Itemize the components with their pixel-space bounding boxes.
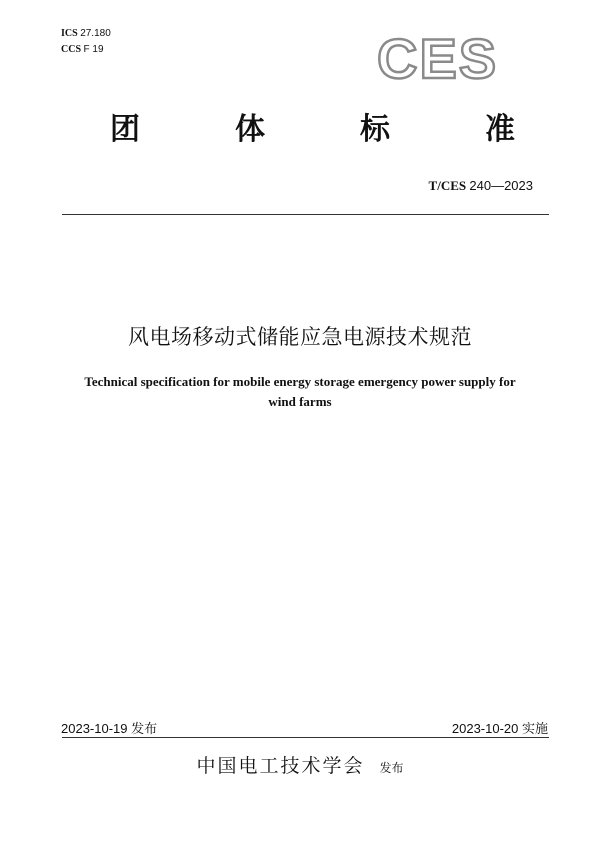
ces-logo (375, 28, 515, 88)
ccs-label: CCS (61, 44, 82, 55)
publisher-name: 中国电工技术学会 (196, 755, 365, 777)
ics-value: 27.180 (80, 28, 111, 39)
issue-date: 2023-10-19 发布 (61, 721, 158, 736)
standard-type-char: 标 (360, 112, 390, 147)
ces-logo-text: CES (377, 28, 499, 88)
title-chinese: 风电场移动式储能应急电源技术规范 (128, 325, 472, 349)
implementation-date: 2023-10-20 实施 (451, 721, 548, 736)
publish-label: 发布 (379, 761, 404, 775)
standard-type-char: 团 (110, 112, 140, 147)
ics-label: ICS (61, 28, 78, 39)
standard-type-char: 体 (235, 112, 265, 147)
bottom-divider (62, 737, 549, 738)
ccs-code (61, 42, 111, 58)
classification-codes (61, 26, 111, 58)
standard-number-value: 240—2023 (469, 178, 533, 193)
standard-type-char: 准 (485, 112, 515, 147)
ccs-value: F 19 (83, 44, 104, 55)
top-divider (62, 214, 549, 215)
standard-number (429, 178, 533, 194)
ics-code (61, 26, 111, 42)
standard-number-prefix: T/CES (428, 178, 467, 193)
standard-type (110, 104, 515, 148)
title-english-line-2: wind farms (268, 394, 332, 409)
title-english (50, 372, 550, 412)
title-english-line-1: Technical specification for mobile energy storage emergency power supply for (84, 374, 516, 389)
publisher (0, 751, 600, 778)
